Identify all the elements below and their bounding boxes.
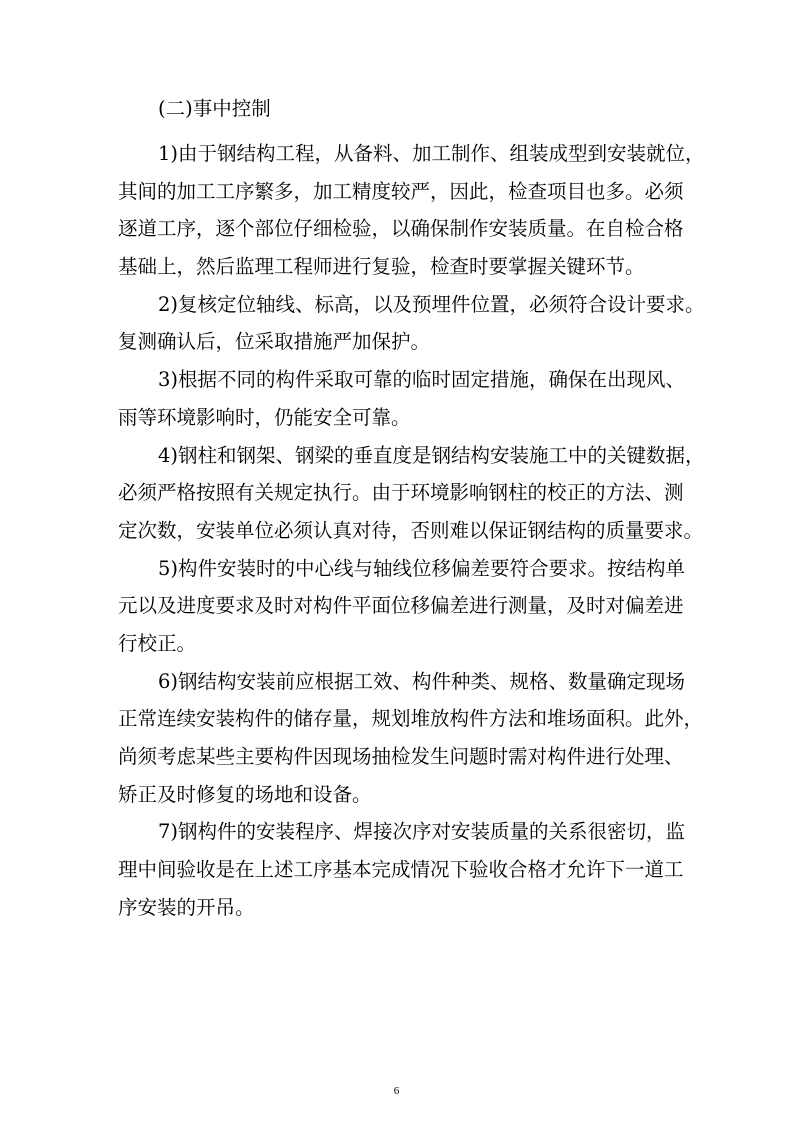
- text-line: 4)钢柱和钢架、钢梁的垂直度是钢结构安装施工中的关键数据，: [158, 443, 705, 467]
- section-title: (二)事中控制: [158, 97, 271, 120]
- paragraph-5: [118, 550, 686, 663]
- text-line: 正常连续安装构件的储存量，规划堆放构件方法和堆场面积。此外，: [118, 707, 704, 731]
- paragraph-6: [118, 663, 704, 814]
- text-line: 序安装的开吊。: [118, 895, 255, 919]
- text-line: 3)根据不同的构件采取可靠的临时固定措施，确保在出现风、: [158, 368, 686, 392]
- text-line: 尚须考虑某些主要构件因现场抽检发生问题时需对构件进行处理、: [118, 745, 684, 768]
- text-line: 理中间验收是在上述工序基本完成情况下验收合格才允许下一道工: [118, 858, 684, 882]
- text-line: 其间的加工工序繁多，加工精度较严，因此，检查项目也多。必须: [118, 179, 684, 203]
- text-line: 复测确认后，位采取措施严加保护。: [118, 330, 431, 354]
- text-line: 基础上，然后监理工程师进行复验，检查时要掌握关键环节。: [118, 255, 645, 279]
- text-line: 必须严格按照有关规定执行。由于环境影响钢柱的校正的方法、测: [118, 481, 684, 505]
- text-line: 7)钢构件的安装程序、焊接次序对安装质量的关系很密切，监: [158, 820, 686, 844]
- text-line: 逐道工序，逐个部位仔细检验，以确保制作安装质量。在自检合格: [118, 217, 684, 241]
- paragraph-4: [118, 437, 705, 550]
- text-line: 定次数，安装单位必须认真对待，否则难以保证钢结构的质量要求。: [118, 518, 704, 542]
- paragraph-7: [118, 813, 686, 926]
- text-line: 5)构件安装时的中心线与轴线位移偏差要符合要求。按结构单: [158, 556, 686, 580]
- text-line: 6)钢结构安装前应根据工效、构件种类、规格、数量确定现场: [158, 669, 686, 693]
- text-line: 1)由于钢结构工程，从备料、加工制作、组装成型到安装就位，: [158, 142, 705, 165]
- text-line: 行校正。: [118, 631, 197, 655]
- text-line: 元以及进度要求及时对构件平面位移偏差进行测量，及时对偏差进: [118, 594, 684, 618]
- text-line: 矫正及时修复的场地和设备。: [118, 782, 372, 806]
- page-number: 6: [393, 1085, 400, 1097]
- paragraph-1: [118, 135, 705, 286]
- body-text: [118, 135, 705, 926]
- paragraph-3: [118, 361, 686, 436]
- text-line: 雨等环境影响时，仍能安全可靠。: [118, 405, 411, 429]
- paragraph-2: [118, 286, 705, 361]
- text-line: 2)复核定位轴线、标高，以及预埋件位置，必须符合设计要求。: [158, 292, 705, 316]
